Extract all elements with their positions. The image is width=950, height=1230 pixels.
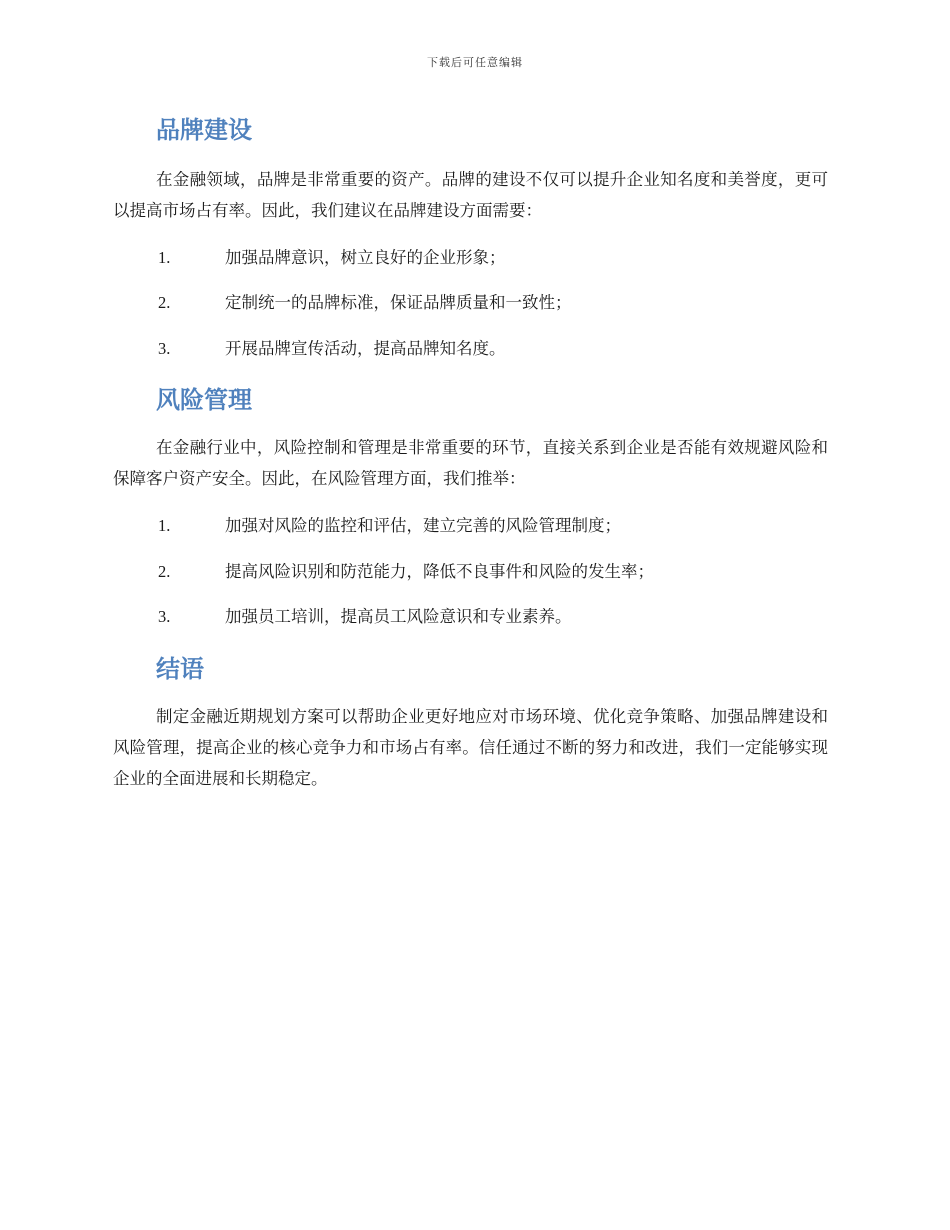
list-text: 加强品牌意识，树立良好的企业形象； <box>225 248 506 267</box>
list-number: 3. <box>158 339 171 358</box>
list-text: 开展品牌宣传活动，提高品牌知名度。 <box>225 339 506 358</box>
section-heading-risk: 风险管理 <box>156 386 252 414</box>
section-heading-brand: 品牌建设 <box>156 116 252 144</box>
list-text: 定制统一的品牌标准，保证品牌质量和一致性； <box>225 293 572 312</box>
list-number: 2. <box>158 562 171 581</box>
section-paragraph-conclusion: 制定金融近期规划方案可以帮助企业更好地应对市场环境、优化竞争策略、加强品牌建设和风险管理，提高企业的核心竞争力和市场占有率。信任通过不断的努力和改进，我们一定能够实现企业的全面进展和长期稳定。 <box>113 707 828 788</box>
list-text: 提高风险识别和防范能力，降低不良事件和风险的发生率； <box>225 562 654 581</box>
header-note: 下载后可任意编辑 <box>427 56 523 69</box>
list-number: 2. <box>158 293 171 312</box>
section-paragraph-brand: 在金融领域，品牌是非常重要的资产。品牌的建设不仅可以提升企业知名度和美誉度，更可以提高市场占有率。因此，我们建议在品牌建设方面需要： <box>113 170 828 220</box>
section-paragraph-risk: 在金融行业中，风险控制和管理是非常重要的环节，直接关系到企业是否能有效规避风险和保障客户资产安全。因此，在风险管理方面，我们推举： <box>113 438 828 488</box>
list-number: 1. <box>158 248 171 267</box>
section-heading-conclusion: 结语 <box>156 655 204 683</box>
list-number: 1. <box>158 516 171 535</box>
list-text: 加强员工培训，提高员工风险意识和专业素养。 <box>225 607 572 626</box>
list-number: 3. <box>158 607 171 626</box>
list-text: 加强对风险的监控和评估，建立完善的风险管理制度； <box>225 516 621 535</box>
